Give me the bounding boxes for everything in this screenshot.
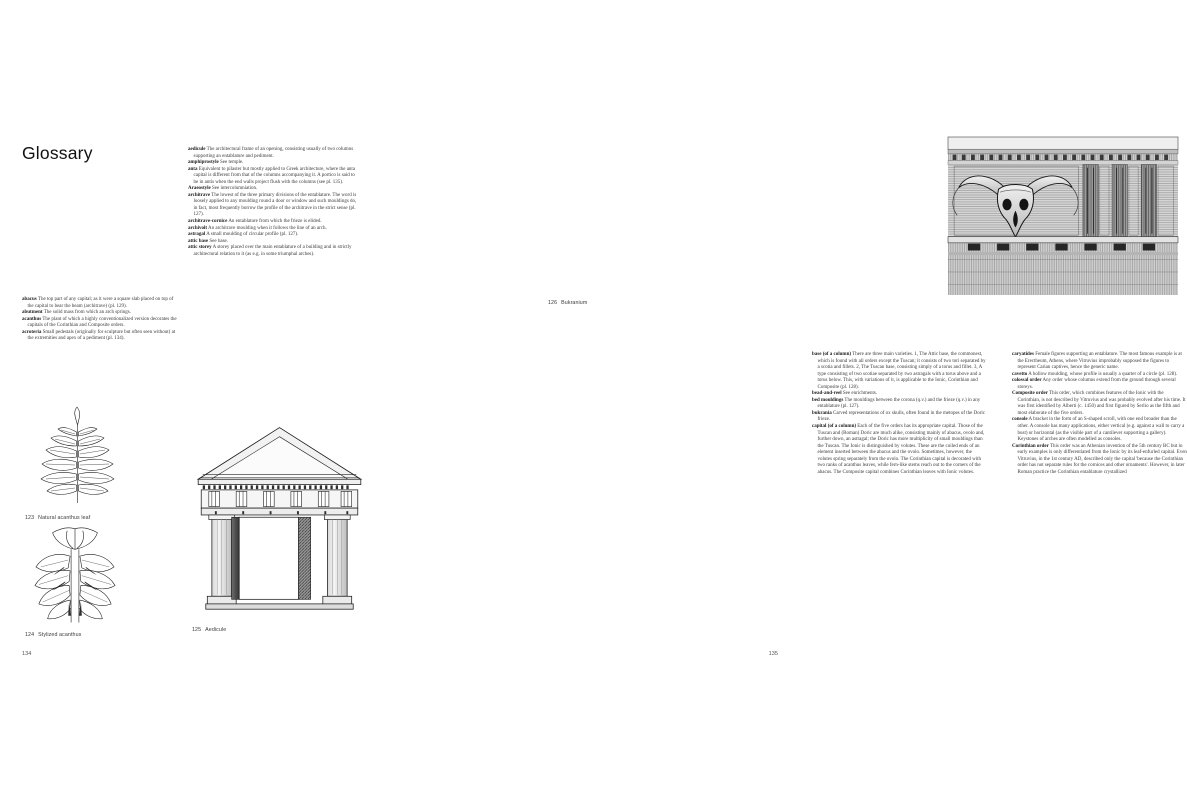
bukranium-illustration	[948, 137, 1178, 295]
aedicule-illustration	[192, 423, 367, 613]
glossary-term: caryatides	[1012, 352, 1034, 357]
page-number-left: 134	[22, 651, 32, 657]
glossary-term: anta	[188, 166, 198, 172]
right-page	[400, 0, 1187, 800]
glossary-entry	[188, 193, 358, 219]
glossary-column-abacus	[22, 297, 180, 343]
glossary-term: architrave-cornice	[188, 219, 228, 225]
glossary-term: colossal order	[1012, 378, 1042, 384]
glossary-term: bukrania	[812, 410, 832, 416]
figure-caption-text: Stylized acanthus	[38, 632, 82, 638]
glossary-column-aedicule	[188, 147, 358, 258]
glossary-term: acanthus	[22, 316, 42, 322]
glossary-term: bed mouldings	[812, 397, 844, 403]
glossary-entry	[188, 245, 358, 258]
glossary-definition: This order was an Athenian invention of the 5th century BC but in early examples is only differentiated from the Ionic by its leaf-enfurled capital. Even Vitruvius, in the 1st century AD, described only the capital 'because the Corinthian order has not separate rules for the cornices and other ornaments'. However, in later Roman practice the Corinthian entablature crystallized	[1017, 443, 1187, 475]
glossary-definition: There are three main varieties. 1, The Attic base, the commonest, which is found with all orders except the Tuscan; it consists of two tori separated by a scotia and fillets. 2, The Tuscan base, consisting simply of a torus and fillet. 3, A type consisting of two scotiae separated by two astragals with a torus above and a torus below. This, with variations of it, is applicable to the Ionic, Corinthian and Composite (pl. 128).	[817, 352, 986, 390]
glossary-entry	[22, 317, 180, 330]
figure-aedicule	[192, 423, 367, 613]
glossary-definition: Carved representations of ox skulls, often found in the metopes of the Doric frieze.	[817, 410, 986, 423]
glossary-definition: A hollow moulding, whose profile is usually a quarter of a circle (pl. 128).	[1027, 371, 1178, 377]
glossary-entry	[812, 424, 987, 476]
glossary-entry	[1012, 444, 1187, 477]
glossary-term: abacus	[22, 297, 37, 302]
glossary-entry	[1012, 417, 1187, 443]
glossary-term: attic storey	[188, 245, 212, 251]
glossary-definition: This order, which combines features of the Ionic with the Corinthian, is not described by Vitruvius and was probably evolved after his time. It was first identified by Alberti (c. 1450) and first figured by Serlio as the fifth and most elaborate of the five orders.	[1017, 391, 1186, 416]
figure-caption-text: Bukranium	[561, 300, 588, 306]
figure-bukranium	[948, 137, 1178, 295]
glossary-column-base	[812, 352, 987, 476]
figure-caption-125	[192, 627, 226, 633]
glossary-term: Corinthian order	[1012, 443, 1049, 449]
glossary-definition: Female figures supporting an entablature. The most famous example is at the Erectheum, Athens, where Vitruvius improbably supposed the figures to represent Carian captives, hence the generic name.	[1017, 352, 1182, 371]
glossary-definition: See enrichments.	[841, 391, 878, 397]
figure-caption-124	[25, 632, 81, 638]
glossary-term: cavetto	[1012, 371, 1028, 377]
glossary-entry	[812, 398, 987, 411]
glossary-term: attic base	[188, 238, 209, 244]
glossary-definition: An entablature from which the frieze is elided.	[227, 219, 322, 225]
glossary-entry	[1012, 378, 1187, 391]
acanthus-leaf-illustration	[25, 405, 130, 505]
glossary-term: base (of a column)	[812, 352, 852, 357]
page-title: Glossary	[22, 143, 93, 163]
figure-number: 125	[192, 627, 202, 633]
figure-number: 124	[25, 632, 35, 638]
glossary-definition: A small moulding of circular profile (pl. 127).	[205, 232, 299, 238]
figure-number: 126	[548, 300, 558, 306]
glossary-term: aedicule	[188, 147, 206, 152]
glossary-definition: A bracket in the form of an S-shaped scroll, with one end broader than the other. A console has many applications, either vertical (e.g. against a wall to carry a bust) or horizontal (as the visible part of a cantilever supporting a gallery). Keystones of arches are often modelled as consoles.	[1017, 417, 1185, 443]
glossary-term: archivolt	[188, 225, 208, 231]
glossary-term: amphiprostyle	[188, 160, 219, 166]
glossary-definition: See intercolumniation.	[210, 186, 258, 192]
glossary-term: Composite order	[1012, 391, 1048, 397]
glossary-term: console	[1012, 417, 1028, 423]
glossary-definition: See temple.	[218, 160, 244, 166]
glossary-term: acroteria	[22, 329, 42, 335]
glossary-term: bead-and-reel	[812, 391, 842, 397]
glossary-definition: Any order whose columns extend from the ground through several storeys.	[1017, 378, 1176, 390]
glossary-term: architrave	[188, 192, 211, 198]
glossary-definition: Each of the five orders has its appropriate capital. Those of the Tuscan and (Roman) Doric are much alike, consisting mainly of abacus, ovolo and, further down, an astragal; the Doric has more multiplicity of small mouldings than the Tuscan. The Ionic is distinguished by volutes. These are the coiled ends of an element inserted between the abacus and the ovolo. Sometimes, however, the volutes spring separately from the ovolo. The Corinthian capital is decorated with two ranks of acanthus leaves, while fern-like stems reach out to the corners of the abacus. The Composite capital combines Corinthian leaves with Ionic volutes.	[817, 424, 985, 475]
glossary-definition: An architrave moulding when it follows the line of an arch.	[207, 225, 327, 231]
glossary-column-caryatides	[1012, 352, 1187, 476]
glossary-term: Araeostyle	[188, 186, 211, 192]
glossary-entry	[22, 297, 180, 310]
glossary-entry	[22, 330, 180, 343]
glossary-definition: Equivalent to pilaster but mostly applied to Greek architecture, where the anta capital is different from that of the columns accompanying it. A portico is said to be in antis when the end walls project flush with the columns (see pl. 135).	[193, 166, 356, 185]
left-page	[0, 0, 400, 800]
figure-caption-126	[548, 300, 587, 306]
glossary-definition: A storey placed over the main entablature of a building and in strictly architectural relation to it (as e.g. in some triumphal arches).	[193, 245, 352, 257]
figure-acanthus-natural	[25, 405, 130, 505]
glossary-term: capital (of a column)	[812, 424, 857, 430]
glossary-definition: The top part of any capital; as it were a square slab placed on top of the capital to bear the beam (architrave) (pl. 129).	[27, 297, 174, 309]
glossary-definition: The solid mass from which an arch springs.	[42, 310, 131, 316]
glossary-definition: The mouldings between the corona (q.v.) and the frieze (q.v.) in any entablature (pl. 127).	[817, 397, 981, 410]
figure-acanthus-stylized	[25, 520, 125, 625]
glossary-definition: The lowest of the three primary divisions of the entablature. The word is loosely applied to any moulding round a door or window and such mouldings do, in fact, most frequently borrow the profile of the architrave in the strict sense (pl. 127).	[193, 192, 357, 218]
figure-caption-text: Aedicule	[205, 627, 227, 633]
figure-number: 123	[25, 515, 35, 521]
glossary-definition: See base.	[208, 238, 228, 244]
glossary-entry	[812, 352, 987, 391]
glossary-entry	[188, 167, 358, 187]
glossary-definition: The plant of which a highly conventionalized version decorates the capitals of the Corinthian and Composite orders.	[27, 316, 177, 329]
glossary-definition: Small pedestals (originally for sculpture but often seen without) at the extremities and apex of a pediment (pl. 134).	[27, 329, 176, 342]
glossary-term: abutment	[22, 310, 43, 316]
glossary-entry	[188, 147, 358, 160]
glossary-term: astragal	[188, 232, 206, 238]
glossary-entry	[1012, 391, 1187, 417]
glossary-entry	[812, 411, 987, 424]
figure-caption-text: Natural acanthus leaf	[38, 515, 91, 521]
glossary-definition: The architectural frame of an opening, consisting usually of two columns supporting an entablature and pediment.	[193, 147, 354, 159]
page-number-right: 135	[768, 651, 778, 657]
glossary-entry	[1012, 352, 1187, 372]
stylized-acanthus-illustration	[25, 520, 125, 625]
